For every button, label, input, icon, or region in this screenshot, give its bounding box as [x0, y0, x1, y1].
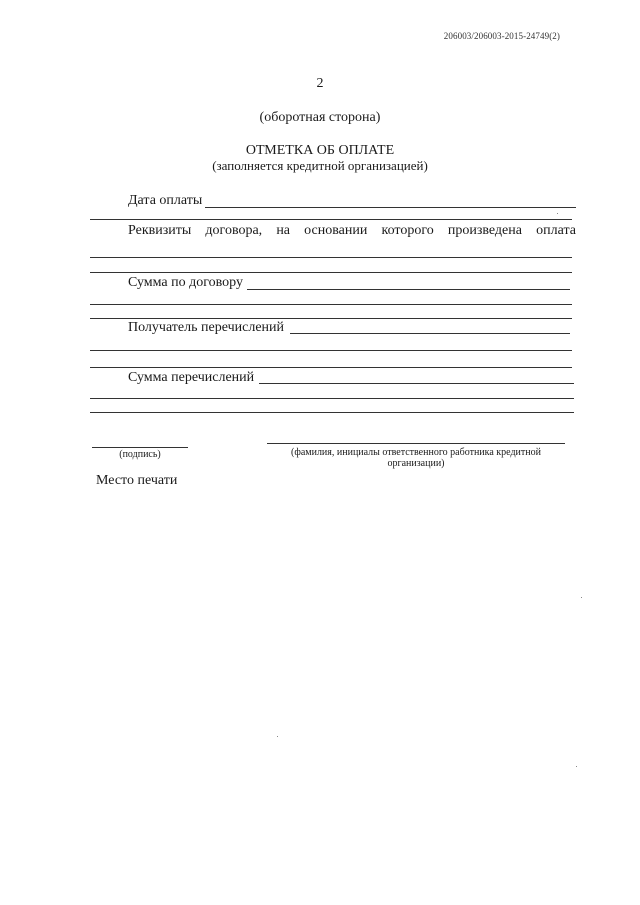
- scan-speck: [576, 766, 577, 767]
- signature-line[interactable]: [92, 447, 188, 448]
- signature-caption: (подпись): [119, 449, 161, 460]
- transfer-sum-line-3[interactable]: [90, 412, 574, 413]
- page-number: 2: [316, 76, 324, 91]
- contract-details-line-2[interactable]: [90, 272, 572, 273]
- scan-speck: [277, 736, 278, 737]
- recipient-line[interactable]: [290, 333, 570, 334]
- contract-details-label: Реквизиты договора, на основании которого произведена оплата: [128, 223, 576, 238]
- stamp-place-label: Место печати: [96, 473, 178, 488]
- payment-date-label: Дата оплаты: [128, 193, 203, 208]
- transfer-sum-line-2[interactable]: [90, 398, 574, 399]
- scan-speck: [557, 213, 558, 214]
- form-title: ОТМЕТКА ОБ ОПЛАТЕ: [245, 143, 395, 158]
- contract-sum-line-2[interactable]: [90, 304, 572, 305]
- recipient-line-3[interactable]: [90, 367, 572, 368]
- recipient-line-2[interactable]: [90, 350, 572, 351]
- contract-details-line-1[interactable]: [90, 257, 572, 258]
- scan-speck: [581, 597, 582, 598]
- document-id: 206003/206003-2015-24749(2): [443, 31, 560, 41]
- payment-date-line[interactable]: [205, 207, 576, 208]
- side-note: (оборотная сторона): [259, 110, 381, 125]
- form-subtitle: (заполняется кредитной организацией): [212, 158, 428, 173]
- responsible-name-line[interactable]: [267, 443, 565, 444]
- recipient-label: Получатель перечислений: [128, 320, 285, 335]
- transfer-sum-line[interactable]: [259, 383, 574, 384]
- responsible-name-caption: (фамилия, инициалы ответственного работника кредитной организации): [291, 447, 541, 469]
- contract-sum-label: Сумма по договору: [128, 275, 243, 290]
- payment-date-line-2[interactable]: [90, 219, 572, 220]
- contract-sum-line[interactable]: [247, 289, 570, 290]
- contract-sum-line-3[interactable]: [90, 318, 572, 319]
- transfer-sum-label: Сумма перечислений: [128, 370, 255, 385]
